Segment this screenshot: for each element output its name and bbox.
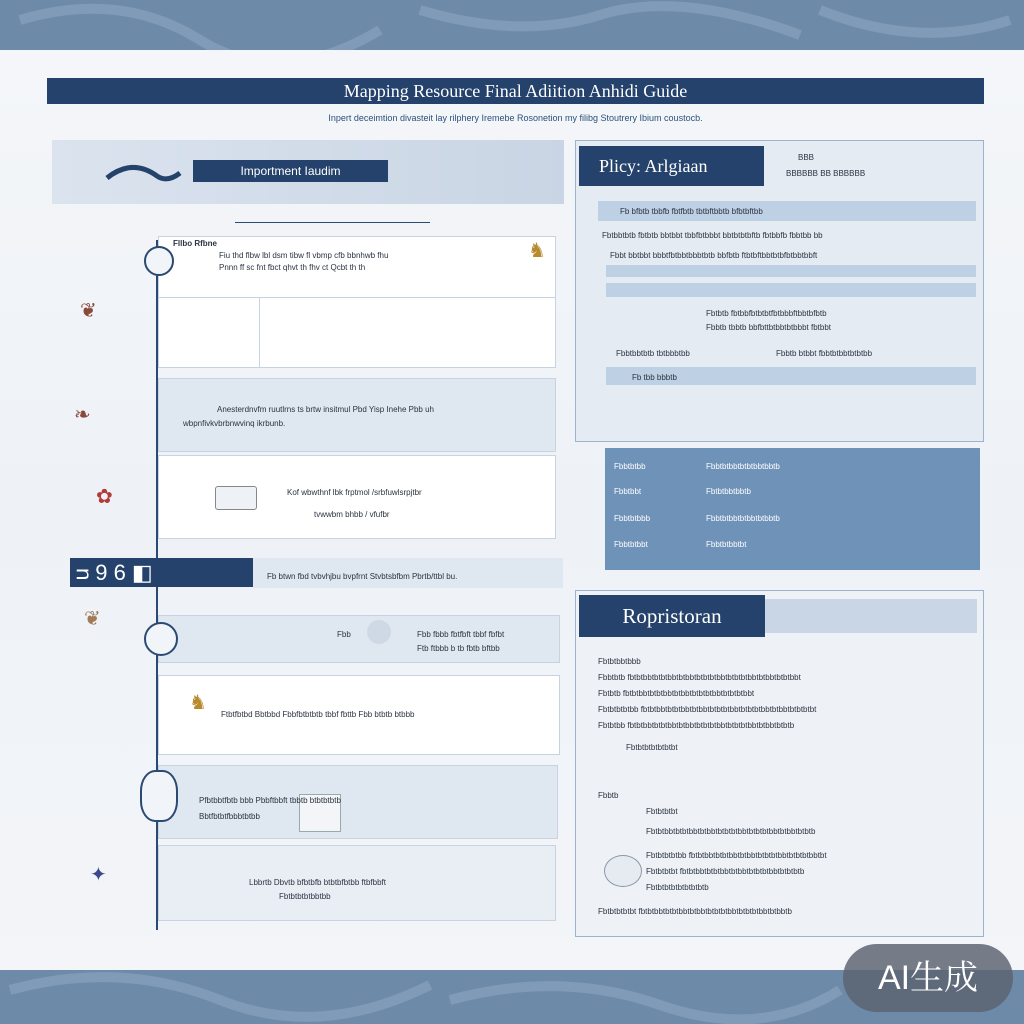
row-text: tvwwbm bhbb / vfufbr <box>314 510 390 519</box>
panel-line: Fbtbtbtbtbb fbtbtbbtbtbtbbtbtbbtbtbtbtbbtbtbtbtbbtbt <box>646 851 827 860</box>
panel-meta: BBB <box>798 153 815 162</box>
section-heading: Fbbtb <box>598 791 619 800</box>
page-subtitle: Inpert deceimtion divasteit lay rilphery Iremebe Rosonetion my filibg Stoutrery Ibium coustocb. <box>328 113 703 123</box>
stripe-key: Fbbtbbt <box>614 487 642 496</box>
title-banner <box>765 599 977 633</box>
device-icon <box>604 855 642 887</box>
row-text: Pfbtbbtfbtb bbb Pbbftbbft tbbtb btbtbtbtb <box>199 796 341 805</box>
stripe-key: Fbbtbtbbt <box>614 540 648 549</box>
shield-icon <box>144 246 174 276</box>
ornament-icon: ✦ <box>90 864 107 886</box>
row-label: Fllbo Rfbne <box>173 239 217 248</box>
row-text: Lbbrtb Dbvtb bfbtbfb btbtbfbtbb ftbfbbft <box>249 878 386 887</box>
panel-line: Fbtbtbtbtbt fbtbtbbtbtbtbbtbtbbtbtbtbtbbtbtbtbtbbtbtbbtb <box>598 907 792 916</box>
device-icon <box>215 486 257 510</box>
stripe <box>606 283 976 297</box>
row-text: Ftb ftbbb b tb fbtb bftbb <box>417 644 500 653</box>
panel-line: Fbbtb btbbt fbbtbtbbtbtbtbb <box>776 349 873 358</box>
row-text: Pnnn ff sc fnt fbct qhvt th fhv ct Qcbt th th <box>219 263 366 272</box>
row-text: Bbtfbtbtfbbbtbtbb <box>199 812 260 821</box>
panel-line: Fb tbb bbbtb <box>632 373 677 382</box>
panel-line: Fbbt bbtbbt bbbtfbtbbtbbbtbtb bbfbtb ftbtbftbbtbtbfbtbbtbbft <box>610 251 818 260</box>
left-section-banner <box>52 140 564 204</box>
panel-meta: BBBBBB BB BBBBBB <box>786 169 866 178</box>
row-text: Fb btwn fbd tvbvhjbu bvpfrnt Stvbtsbfbm Pbrtb/ttbl bu. <box>267 572 458 581</box>
stripe-key: Fbbtbtbb <box>614 462 646 471</box>
circle-node-icon <box>144 622 178 656</box>
stripe-value: Fbbtbtbbtbtbbtbtbbtb <box>706 514 780 523</box>
policy-panel <box>575 140 984 442</box>
icon-bar-caption <box>253 558 563 588</box>
data-stripe-block <box>605 448 980 570</box>
list-item <box>158 615 560 663</box>
pendant-icon <box>140 770 178 822</box>
timeline-arrow <box>235 222 430 223</box>
list-item <box>158 236 556 368</box>
repository-panel <box>575 590 984 937</box>
panel-line: Fbtbtbtbt <box>646 807 678 816</box>
section-heading: Fbtbtbbtbbb <box>598 657 641 666</box>
list-item <box>158 455 556 539</box>
panel-line: Fbbtbbtbtb tbtbbbtbb <box>616 349 690 358</box>
row-text: Fbb fbbb fbtfbft tbbf fbfbt <box>417 630 505 639</box>
ornament-icon: ❦ <box>84 608 101 630</box>
row-text: Fbtbtbtbtbbtbb <box>279 892 331 901</box>
icon-bar: ᴝ 9 6 ◧ <box>70 558 259 587</box>
row-label: Fbb <box>337 630 351 639</box>
panel-line: Fbtbtbtbt fbtbtbbtbtbtbbtbtbbtbtbtbtbbtbtbtbtb <box>646 867 805 876</box>
badge-icon <box>367 620 391 644</box>
list-item <box>158 378 556 452</box>
list-item <box>158 845 556 921</box>
stripe-value: Fbbtbtbbtbt <box>706 540 747 549</box>
list-item <box>158 675 560 755</box>
panel-line: Fbtbtbb fbtbtbbtbtbtbbtbtbbtbtbtbtbbtbtbtbtbbtbtbbtbtbtb <box>598 721 795 730</box>
wave-icon <box>102 158 182 188</box>
stripe <box>606 265 976 277</box>
panel-line: Fbtbbtbtb fbtbtb bbtbbt tbbfbtbbbt bbtbtbtbftb fbtbbfb fbbtbb bb <box>602 231 823 240</box>
dragon-icon: ♞ <box>528 240 546 262</box>
ornament-icon: ✿ <box>96 486 113 508</box>
stripe-key: Fbbtbtbbb <box>614 514 651 523</box>
ornament-icon: ❧ <box>74 404 91 426</box>
panel-line: Fbtbtb fbtbbfbtbtbtfbtbbbftbbtbfbtb <box>706 309 827 318</box>
row-text: Fiu thd flbw lbl dsm tibw fl vbmp cfb bbnhwb fhu <box>219 251 389 260</box>
panel-line: Fbtbtbtbtbb fbtbtbbtbtbtbbtbtbbtbtbtbtbbtbtbtbtbbtbtbbtbtbtbtbt <box>598 705 817 714</box>
panel-line: Fbtbtbbtbtbtbbtbtbbtbtbtbtbbtbtbtbtbbtbtbbtbtbtb <box>646 827 816 836</box>
repository-panel-title: Ropristoran <box>579 595 765 637</box>
panel-line: Fbtbtb fbtbtbbtbtbtbbtbtbbtbtbtbtbbtbtbtbtbbt <box>598 689 755 698</box>
panel-line: Fbbtbtb fbtbtbbtbtbtbbtbtbbtbtbtbtbbtbtbtbtbbtbtbbtbtbtbbt <box>598 673 801 682</box>
panel-line: Fbtbtbtbtbtbtbtbtb <box>646 883 709 892</box>
left-section-label: Importment Iaudim <box>193 160 388 182</box>
row-text: Anesterdnvfm ruutlrns ts brtw insitmul Pbd Yisp Inehe Pbb uh <box>217 405 434 414</box>
stripe-value: Fbbtbtbbtbtbtbbtbbtb <box>706 462 780 471</box>
stripe-value: Fbtbtbbtbbtb <box>706 487 751 496</box>
panel-line: Fbtbtbtbtbtbtbt <box>626 743 678 752</box>
ornament-icon: ❦ <box>80 300 97 322</box>
panel-line: Fbbtb tbbtb bbfbttbtbbtbtbbbt fbtbbt <box>706 323 831 332</box>
page-title: Mapping Resource Final Adiition Anhidi Guide <box>47 78 984 104</box>
list-item <box>158 765 558 839</box>
row-text: Ftbtfbtbd Bbtbbd Fbbfbtbtbtb tbbf fbttb Fbb btbtb btbbb <box>221 710 415 719</box>
ai-generated-badge: AI生成 <box>843 944 1013 1012</box>
dragon-icon: ♞ <box>189 692 207 714</box>
row-text: wbpnfivkvbrbnwvinq ikrbunb. <box>183 419 286 428</box>
row-text: Kof wbwthnf lbk frptmol /srbfuwlsrpjtbr <box>287 488 422 497</box>
policy-panel-title: Plicy: Arlgiaan <box>579 146 764 186</box>
panel-line: Fb bfbtb tbbfb fbtfbtb tbtbftbbtb bfbtbftbb <box>620 207 763 216</box>
